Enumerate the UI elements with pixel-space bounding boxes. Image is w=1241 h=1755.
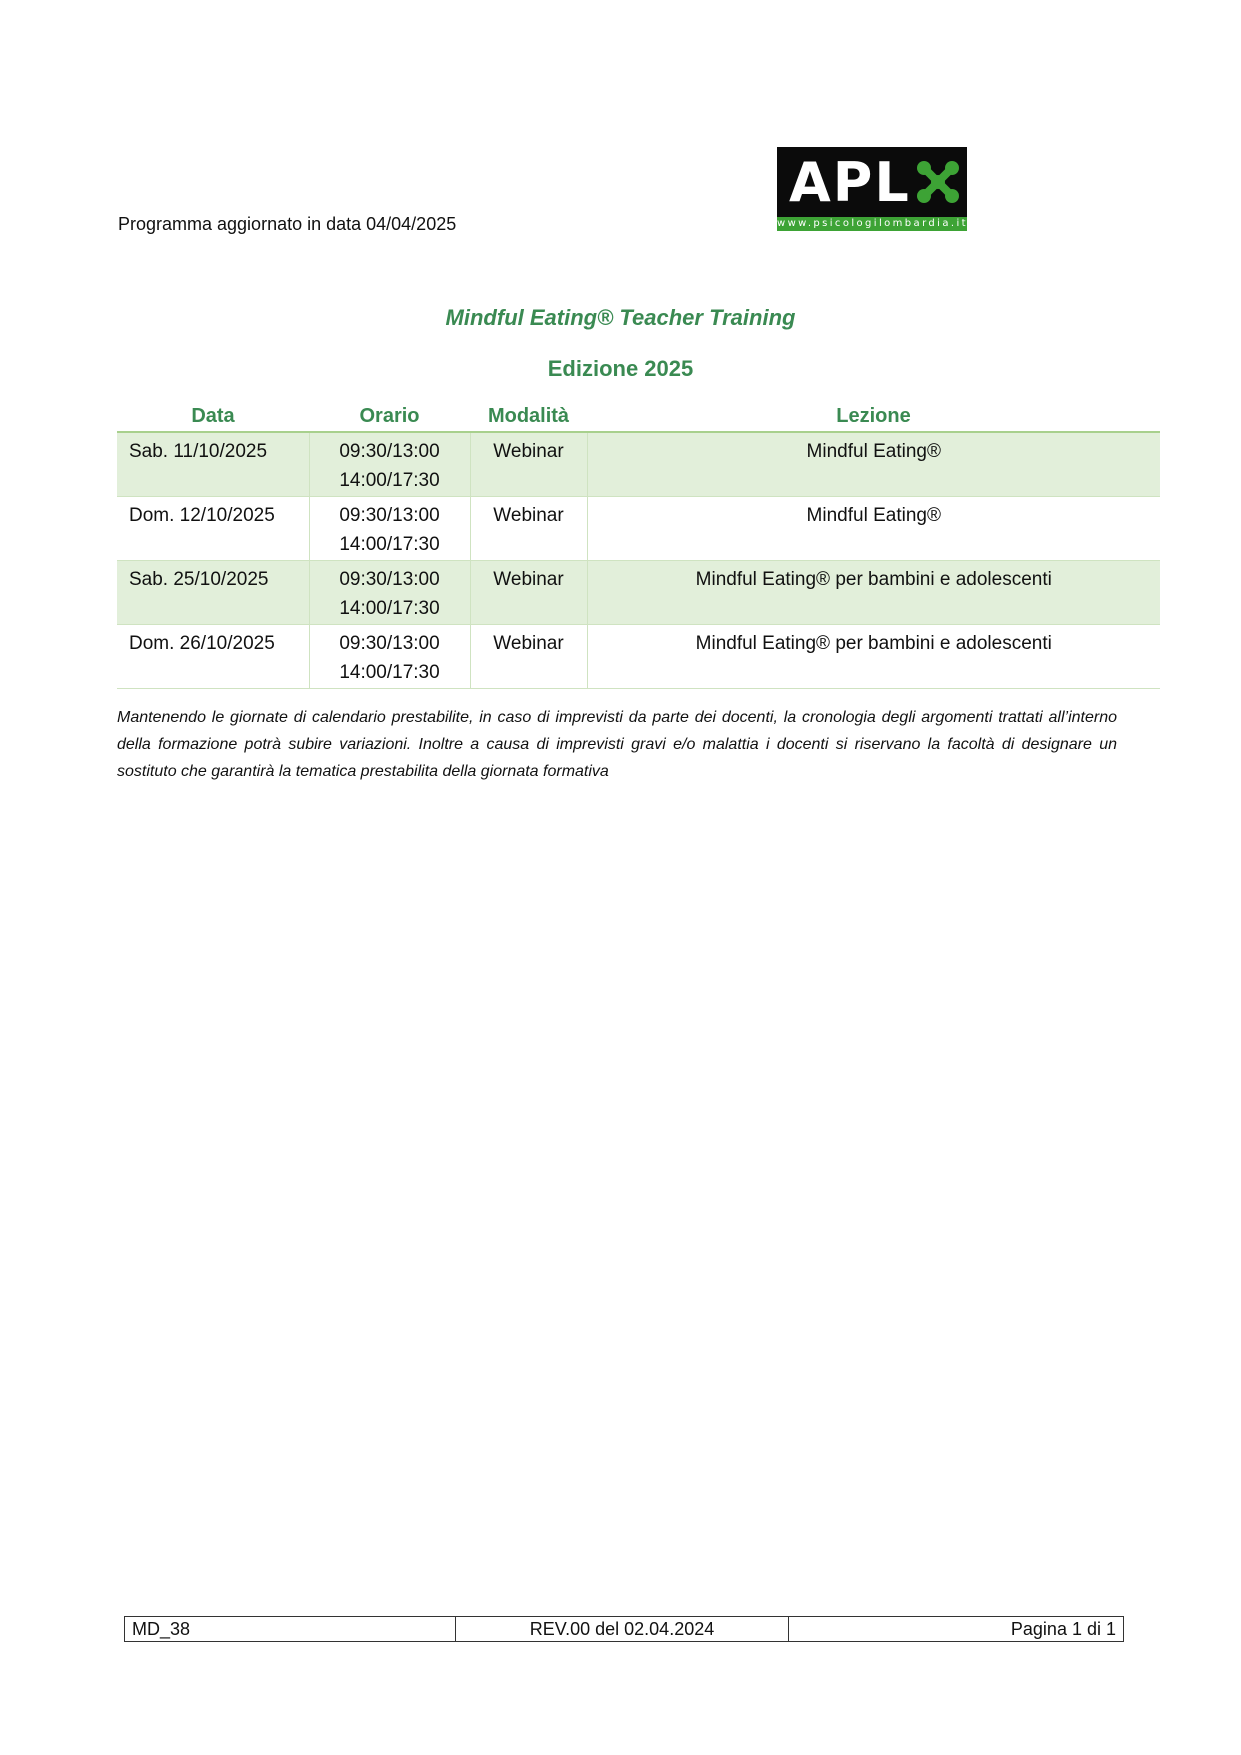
cell-mode: Webinar	[470, 497, 587, 561]
update-date: Programma aggiornato in data 04/04/2025	[118, 214, 457, 234]
table-header-row	[117, 402, 1160, 432]
time-morning: 09:30/13:00	[339, 441, 440, 462]
time-afternoon: 14:00/17:30	[339, 534, 440, 555]
cell-date: Sab. 25/10/2025	[117, 561, 309, 625]
cell-time	[309, 432, 470, 497]
schedule-table	[117, 402, 1160, 689]
edition-title: Edizione 2025	[547, 356, 694, 381]
cell-mode: Webinar	[470, 432, 587, 497]
logo-url: www.psicologilombardia.it	[777, 218, 968, 229]
cell-date: Dom. 26/10/2025	[117, 625, 309, 689]
cell-mode: Webinar	[470, 561, 587, 625]
cell-date: Sab. 11/10/2025	[117, 432, 309, 497]
footer-page: Pagina 1 di 1	[789, 1617, 1124, 1642]
cell-mode: Webinar	[470, 625, 587, 689]
course-title: Mindful Eating® Teacher Training	[445, 305, 796, 330]
time-afternoon: 14:00/17:30	[339, 470, 440, 491]
cell-lesson: Mindful Eating®	[587, 432, 1160, 497]
cell-lesson: Mindful Eating® per bambini e adolescenti	[587, 625, 1160, 689]
cell-time	[309, 625, 470, 689]
cell-time	[309, 561, 470, 625]
time-morning: 09:30/13:00	[339, 569, 440, 590]
table-row	[117, 561, 1160, 625]
apl-logo	[777, 147, 967, 231]
cell-lesson: Mindful Eating® per bambini e adolescenti	[587, 561, 1160, 625]
cell-date: Dom. 12/10/2025	[117, 497, 309, 561]
disclaimer-note: Mantenendo le giornate di calendario prestabilite, in caso di imprevisti da parte dei docenti, la cronologia degli argomenti trattati all’interno della formazione potrà subire variazioni. Inoltre a causa di imprevisti gravi e/o malattia i docenti si riservano la facoltà di designare un sostituto che garantirà la tematica prestabilita della giornata formativa	[117, 709, 1117, 780]
footer-code: MD_38	[125, 1617, 456, 1642]
col-header-lesson: Lezione	[587, 402, 1160, 432]
logo-wordmark: APL	[789, 151, 911, 214]
logo-cross-icon	[915, 159, 961, 205]
cell-time	[309, 497, 470, 561]
time-afternoon: 14:00/17:30	[339, 662, 440, 683]
time-morning: 09:30/13:00	[339, 505, 440, 526]
table-row	[117, 432, 1160, 497]
time-morning: 09:30/13:00	[339, 633, 440, 654]
cell-lesson: Mindful Eating®	[587, 497, 1160, 561]
table-row	[117, 625, 1160, 689]
col-header-mode: Modalità	[470, 402, 587, 432]
footer-table	[124, 1616, 1124, 1642]
table-row	[117, 497, 1160, 561]
col-header-date: Data	[117, 402, 309, 432]
col-header-time: Orario	[309, 402, 470, 432]
footer-revision: REV.00 del 02.04.2024	[456, 1617, 789, 1642]
time-afternoon: 14:00/17:30	[339, 598, 440, 619]
